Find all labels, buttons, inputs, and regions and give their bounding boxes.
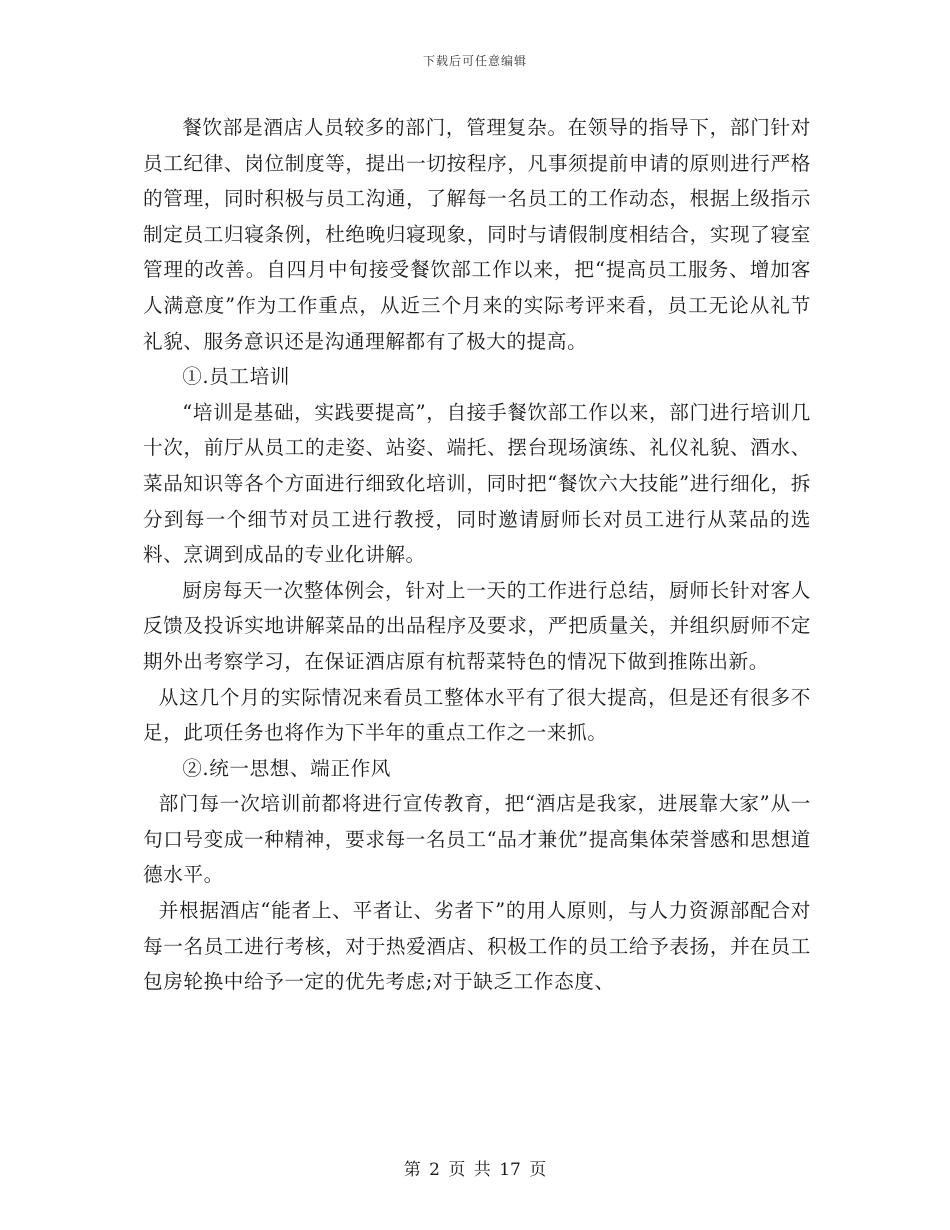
page-number-footer: 第 2 页 共 17 页 — [403, 1160, 547, 1180]
paragraph-intro: 餐饮部是酒店人员较多的部门，管理复杂。在领导的指导下，部门针对员工纪律、岗位制度等，提出一切按程序，凡事须提前申请的原则进行严格的管理，同时积极与员工沟通，了解每一名员工的工作动态，根据上级指示制定员工归寝条例，杜绝晚归寝现象，同时与请假制度相结合，实现了寝室管理的改善。自四月中旬接受餐饮部工作以来，把“提高员工服务、增加客人满意度”作为工作重点，从近三个月来的实际考评来看，员工无论从礼节礼貌、服务意识还是沟通理解都有了极大的提高。 — [143, 116, 811, 353]
paragraph-training: “培训是基础，实践要提高”，自接手餐饮部工作以来，部门进行培训几十次，前厅从员工的走姿、站姿、端托、摆台现场演练、礼仪礼貌、酒水、菜品知识等各个方面进行细致化培训，同时把“餐饮六大技能”进行细化，拆分到每一个细节对员工进行教授，同时邀请厨师长对员工进行从菜品的选料、烹调到成品的专业化讲解。 — [143, 400, 811, 567]
document-body — [143, 110, 811, 1000]
page-header-note: 下载后可任意编辑 — [422, 54, 527, 68]
paragraph-assessment: 并根据酒店“能者上、平者让、劣者下”的用人原则，与人力资源部配合对每一名员工进行考核，对于热爱酒店、积极工作的员工给予表扬，并在员工包房轮换中给予一定的优先考虑;对于缺乏工作态度、 — [143, 899, 811, 994]
section-heading-staff-training: ①.员工培训 — [182, 365, 290, 389]
section-heading-unify-thinking: ②.统一思想、端正作风 — [182, 756, 391, 780]
paragraph-kitchen: 厨房每天一次整体例会，针对上一天的工作进行总结，厨师长针对客人反馈及投诉实地讲解菜品的出品程序及要求，严把质量关，并组织厨师不定期外出考察学习，在保证酒店原有杭帮菜特色的情况下做到推陈出新。 — [143, 578, 811, 673]
paragraph-progress: 从这几个月的实际情况来看员工整体水平有了很大提高，但是还有很多不足，此项任务也将作为下半年的重点工作之一来抓。 — [143, 685, 811, 745]
paragraph-education: 部门每一次培训前都将进行宣传教育，把“酒店是我家，进展靠大家”从一句口号变成一种精神，要求每一名员工“品才兼优”提高集体荣誉感和思想道德水平。 — [143, 792, 811, 887]
